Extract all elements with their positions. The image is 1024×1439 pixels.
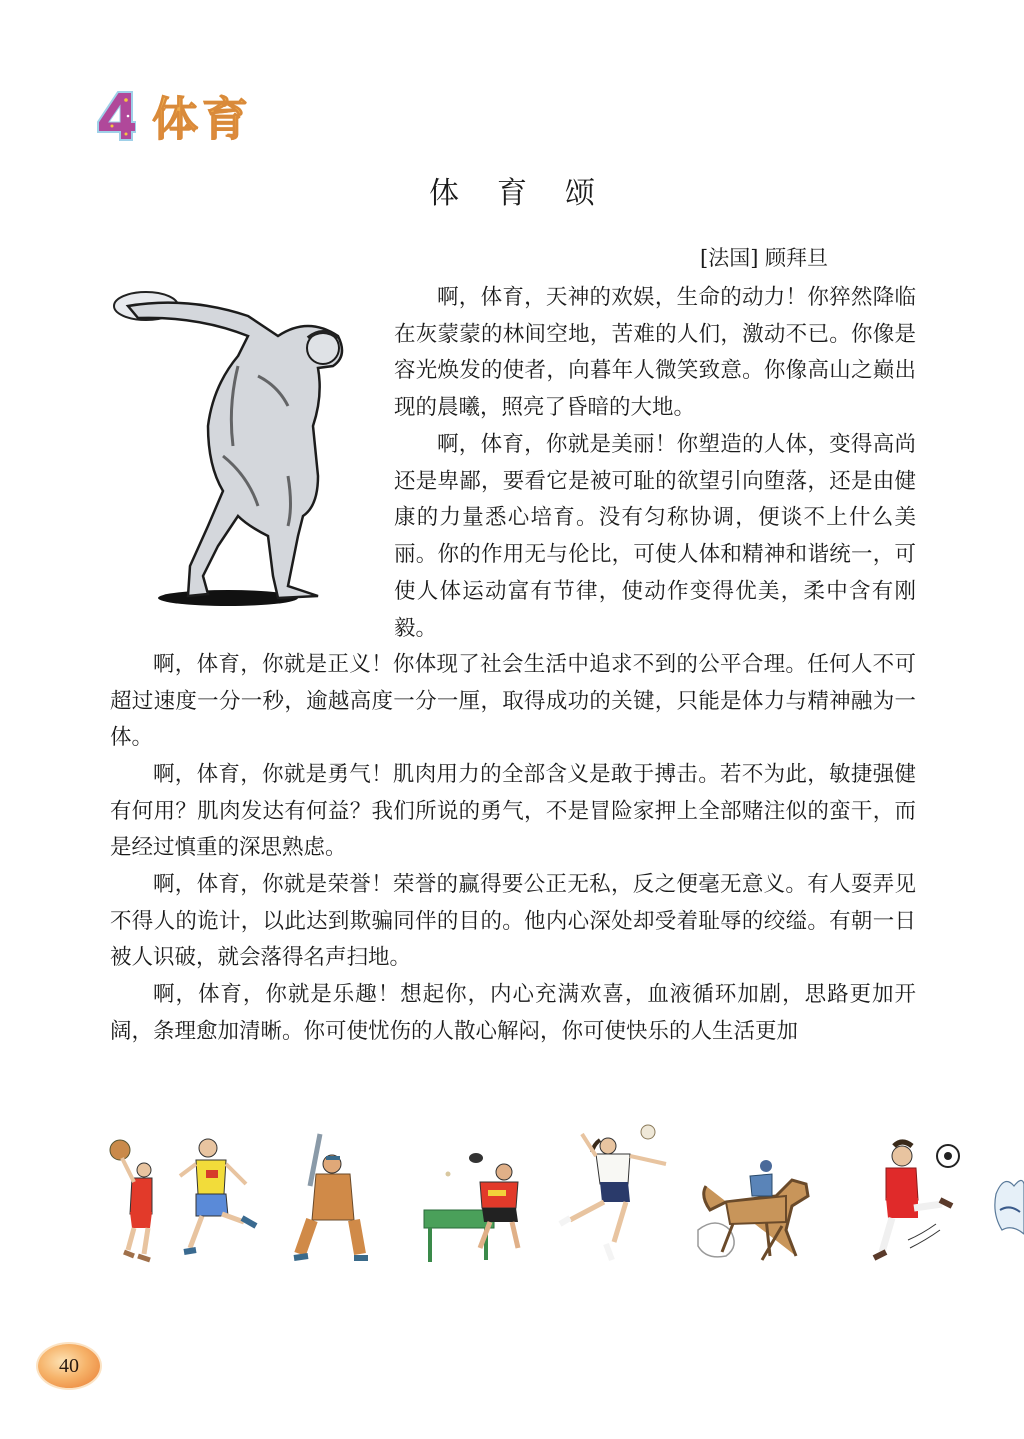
text-line: 耍弄见不得人的诡计，以此达到欺骗同伴的目的。他内心深处却受着耻辱的绞 xyxy=(110,872,916,934)
page-number: 40 xyxy=(38,1344,100,1388)
text-line: 已。你像是容光焕发的使者，向暮年人微笑致意。 xyxy=(394,321,916,384)
poem-author: [法国] 顾拜旦 xyxy=(700,246,829,270)
table-tennis-player-icon xyxy=(422,1148,534,1264)
text-line: 不上什么美丽。你的作用无与伦比，可使人体和精 xyxy=(394,505,916,568)
text-line: 啊，体育，你就是荣誉！荣誉的赢得要公正无私，反之便毫无意义。有人 xyxy=(153,872,851,897)
poem-title-char: 颂 xyxy=(565,176,633,211)
paragraph-4 xyxy=(110,757,916,867)
paragraph-5 xyxy=(110,867,916,977)
poem-title-char: 体 xyxy=(429,176,497,211)
paragraph-2 xyxy=(394,427,916,647)
chapter-number-badge xyxy=(96,90,136,142)
text-line: 似的蛮干，而是经过慎重的深思熟虑。 xyxy=(110,798,916,861)
text-line: 神和谐统一，可使人体运动富有节律，使动作变得 xyxy=(394,542,916,604)
discus-thrower-illustration xyxy=(108,276,348,616)
paragraph-1 xyxy=(394,280,916,427)
text-line: 啊，体育，你就是勇气！肌肉用力的全部含义是敢于搏击。若不为此，敏 xyxy=(153,762,851,787)
text-line: 啊，体育，你就是正义！你体现了社会生活中追求不到的公平合理。任何 xyxy=(153,652,851,677)
basketball-player-icon xyxy=(108,1136,158,1264)
text-line: 啊，体育，你就是美丽！你塑造的人体，变得 xyxy=(437,432,873,457)
text-line: 高尚还是卑鄙，要看它是被可耻的欲望引向堕落， xyxy=(394,432,916,494)
chapter-header xyxy=(96,86,252,146)
horse-racing-icon xyxy=(696,1156,812,1264)
text-line: 啊，体育，天神的欢娱，生命的动力！你猝然 xyxy=(437,285,873,310)
paragraph-3 xyxy=(110,647,916,757)
text-line: 降临在灰蒙蒙的林间空地，苦难的人们，激动不 xyxy=(394,285,916,347)
paragraph-6 xyxy=(110,977,916,1050)
sports-illustration-strip xyxy=(100,1124,1024,1264)
text-line: 缢。有朝一日被人识破，就会落得名声扫地。 xyxy=(110,908,916,971)
text-line: 捷强健有何用？肌肉发达有何益？我们所说的勇气，不是冒险家押上全部赌注 xyxy=(110,762,916,824)
poem-title xyxy=(0,168,1024,212)
text-line: 还是由健康的力量悉心培育。没有匀称协调，便谈 xyxy=(394,468,916,531)
volleyball-player-icon xyxy=(556,1124,672,1264)
chapter-number-icon xyxy=(96,90,136,142)
soccer-player-icon xyxy=(852,1134,966,1264)
text-line: 啊，体育，你就是乐趣！想起你，内心充满欢喜，血液循环加剧，思路更 xyxy=(153,982,873,1007)
swimming-splash-icon xyxy=(992,1164,1024,1244)
text-line: 加开阔，条理愈加清晰。你可使忧伤的人散心解闷，你可使快乐的人生活更加 xyxy=(110,982,916,1044)
discus-thrower-icon xyxy=(108,276,348,616)
baseball-batter-icon xyxy=(290,1130,372,1264)
chapter-title: 体育 xyxy=(152,83,252,149)
text-line: 人不可超过速度一分一秒，逾越高度一分一厘，取得成功的关键，只能是体力 xyxy=(110,652,916,714)
poem-title-char: 育 xyxy=(497,176,565,211)
text-line: 优美，柔中含有刚毅。 xyxy=(394,578,916,641)
runner-icon xyxy=(174,1132,270,1264)
text-line: 你像高山之巅出现的晨曦，照亮了昏暗的大地。 xyxy=(394,358,916,421)
text-line: 与精神融为一体。 xyxy=(110,688,916,751)
